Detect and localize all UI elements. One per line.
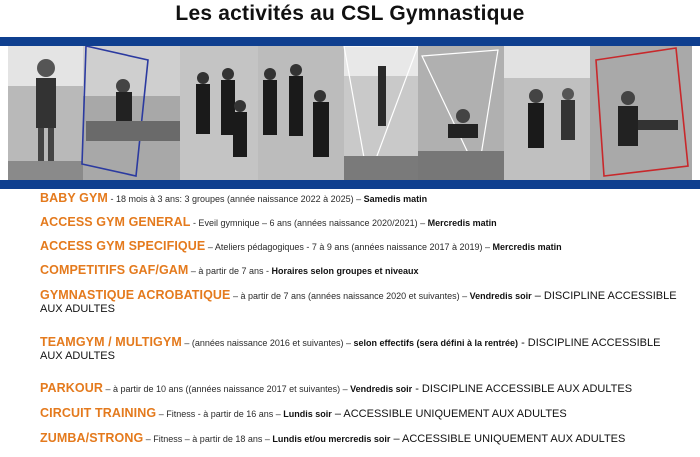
banner-bottom-bar [0,180,700,189]
activity-name: GYMNASTIQUE ACROBATIQUE [40,288,231,302]
activity-name: PARKOUR [40,381,103,395]
activity-adult-note: – ACCESSIBLE UNIQUEMENT AUX ADULTES [390,433,626,445]
activity-item [40,336,680,363]
activity-desc: – Fitness - à partir de 16 ans – [156,409,284,419]
activity-item [40,432,690,446]
activity-schedule: Lundis soir [283,409,332,419]
activity-schedule: Samedis matin [363,194,428,204]
activity-schedule: Vendredis soir [469,291,532,301]
activity-desc: – Ateliers pédagogiques - 7 à 9 ans (années naissance 2017 à 2019) – [205,242,493,252]
activity-name: ZUMBA/STRONG [40,431,144,445]
activity-item [40,407,690,421]
collage-image [8,46,692,180]
activity-adult-note: – ACCESSIBLE UNIQUEMENT AUX ADULTES [331,408,567,420]
activity-item [40,264,690,278]
activity-desc: - Eveil gymnique – 6 ans (années naissance 2020/2021) – [190,218,428,228]
activity-schedule: Lundis et/ou mercredis soir [272,434,391,444]
activity-desc: – à partir de 7 ans - [188,266,272,276]
activity-item [40,192,690,206]
activity-schedule: Mercredis matin [427,218,497,228]
page-title: Les activités au CSL Gymnastique [175,2,525,25]
activity-desc: – à partir de 7 ans (années naissance 2020 et suivantes) – [230,291,470,301]
activity-desc: - 18 mois à 3 ans: 3 groupes (année naissance 2022 à 2025) – [107,194,364,204]
activity-item [40,382,690,396]
activity-desc: – (années naissance 2016 et suivantes) – [181,338,354,348]
activity-schedule: Mercredis matin [492,242,562,252]
activity-name: BABY GYM [40,191,108,205]
banner-top-bar [0,37,700,46]
activity-item [40,216,690,230]
activity-adult-note: – DISCIPLINE ACCESSIBLE AUX ADULTES [40,290,677,315]
activity-desc: – Fitness – à partir de 18 ans – [143,434,273,444]
activity-name: ACCESS GYM SPECIFIQUE [40,239,206,253]
photo-collage [8,46,692,180]
activity-desc: – à partir de 10 ans ((années naissance 2017 et suivantes) – [102,384,351,394]
activity-adult-note: - DISCIPLINE ACCESSIBLE AUX ADULTES [40,337,661,362]
activity-name: CIRCUIT TRAINING [40,406,157,420]
photo-banner [0,37,700,189]
activity-schedule: Horaires selon groupes et niveaux [271,266,419,276]
activity-name: ACCESS GYM GENERAL [40,215,191,229]
activity-item [40,289,680,316]
activity-item [40,240,690,254]
activity-name: COMPETITIFS GAF/GAM [40,263,189,277]
activity-name: TEAMGYM / MULTIGYM [40,335,182,349]
activity-schedule: selon effectifs (sera défini à la rentrée) [353,338,519,348]
activity-adult-note: - DISCIPLINE ACCESSIBLE AUX ADULTES [412,383,633,395]
activity-schedule: Vendredis soir [350,384,413,394]
